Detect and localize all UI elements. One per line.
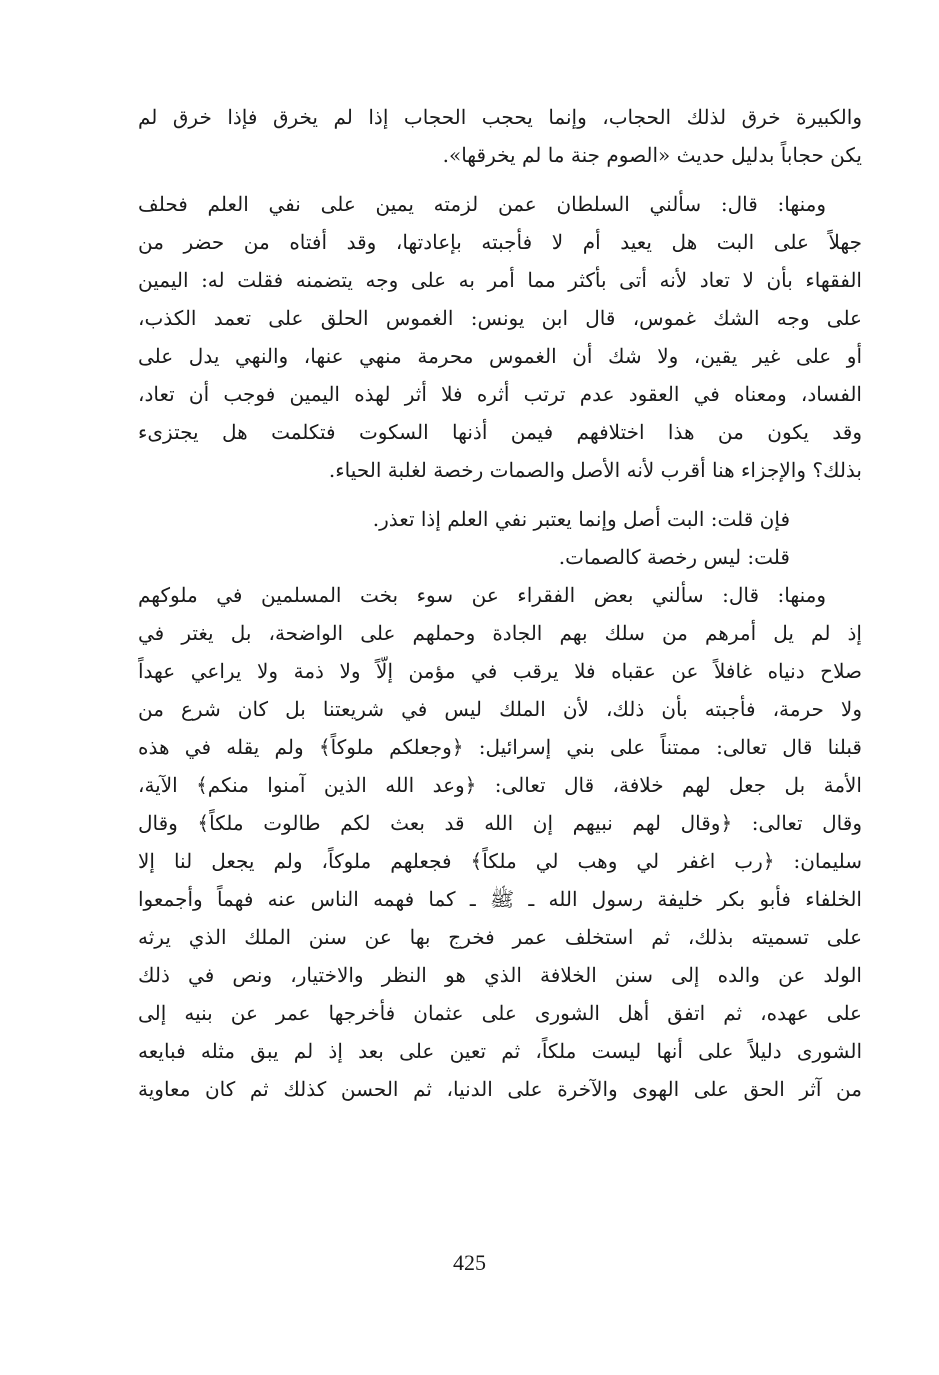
text-line: يكن حجاباً بدليل حديث «الصوم جنة ما لم يخرقها».: [442, 143, 862, 167]
text-line: صلاح دنياه غافلاً عن عقباه فلا يرقب في مؤمن إلّاً ولا ذمة ولا يراعي عهداً: [138, 659, 862, 683]
text-line: قلت: ليس رخصة كالصمات.: [558, 545, 790, 569]
text-line: الأمة بل جعل لهم خلافة، قال تعالى: ﴿وعد الله الذين آمنوا منكم﴾ الآية،: [138, 773, 862, 797]
text-line: الفساد، ومعناه في العقود عدم ترتب أثره فلا أثر لهذه اليمين فوجب أن تعاد،: [138, 382, 862, 406]
text-line: جهلاً على البت هل يعيد أم لا فأجبته بإعادتها، وقد أفتاه من حضر من: [138, 230, 862, 254]
text-line: والكبيرة خرق لذلك الحجاب، وإنما يحجب الحجاب إذا لم يخرق فإذا خرق لم: [138, 105, 862, 129]
paragraph-gap: [138, 489, 862, 500]
text-line: الخلفاء فأبو بكر خليفة رسول الله ـ ﷺ ـ كما فهمه الناس عنه فهماً وأجمعوا: [138, 887, 862, 911]
paragraph-1: [138, 98, 862, 174]
text-line: بذلك؟ والإجزاء هنا أقرب لأنه الأصل والصمات رخصة لغلبة الحياء.: [328, 458, 862, 482]
body-text: [138, 98, 862, 1108]
text-line: الفقهاء بأن لا تعاد لأنه أتى بأكثر مما أمر به على وجه يتضمنه فقلت له: اليمين: [138, 268, 862, 292]
paragraph-2: [138, 185, 862, 489]
text-line: إذ لم يل أمرهم من سلك بهم الجادة وحملهم على الواضحة، بل يغتر في: [138, 621, 862, 645]
text-line: ومنها: قال: سألني السلطان عمن لزمته يمين على نفي العلم فحلف: [138, 192, 826, 216]
text-line: سليمان: ﴿رب اغفر لي وهب لي ملكاً﴾ فجعلهم ملوكاً، ولم يجعل لنا إلا: [138, 849, 862, 873]
paragraph-4: [138, 538, 862, 576]
text-line: الولد عن والده إلى سنن الخلافة الذي هو النظر والاختيار، ونص في ذلك: [138, 963, 862, 987]
text-line: وقد يكون من هذا اختلافهم فيمن أذنها السكوت فتكلمت هل يجتزىء: [138, 420, 862, 444]
text-line: من آثر الحق على الهوى والآخرة على الدنيا، ثم الحسن كذلك ثم كان معاوية: [138, 1077, 862, 1101]
text-line: على تسميته بذلك، ثم استخلف عمر فخرج بها عن سنن الملك الذي يرثه: [138, 925, 862, 949]
paragraph-gap: [138, 174, 862, 185]
text-line: قبلنا قال تعالى: ممتناً على بني إسرائيل: ﴿وجعلكم ملوكاً﴾ ولم يقله في هذه: [138, 735, 862, 759]
text-line: على وجه الشك غموس، قال ابن يونس: الغموس الحلق على تعمد الكذب،: [138, 306, 862, 330]
text-line: على عهده، ثم اتفق أهل الشورى على عثمان فأخرجها عمر عن بنيه إلى: [138, 1001, 862, 1025]
page-number: 425: [453, 1250, 486, 1275]
paragraph-5: [138, 576, 862, 1108]
text-line: وقال تعالى: ﴿وقال لهم نبيهم إن الله قد بعث لكم طالوت ملكاً﴾ وقال: [138, 811, 862, 835]
text-line: الشورى دليلاً على أنها ليست ملكاً، ثم تعين على بعد إذ لم يبق مثله فبايعه: [138, 1039, 862, 1063]
text-line: ومنها: قال: سألني بعض الفقراء عن سوء بخت المسلمين في ملوكهم: [138, 583, 826, 607]
text-line: ولا حرمة، فأجبته بأن ذلك، لأن الملك ليس في شريعتنا بل كان شرع من: [138, 697, 862, 721]
text-line: أو على غير يقين، ولا شك أن الغموس محرمة منهي عنها، والنهي يدل على: [138, 344, 862, 368]
text-line: فإن قلت: البت أصل وإنما يعتبر نفي العلم إذا تعذر.: [372, 507, 790, 531]
paragraph-3: [138, 500, 862, 538]
